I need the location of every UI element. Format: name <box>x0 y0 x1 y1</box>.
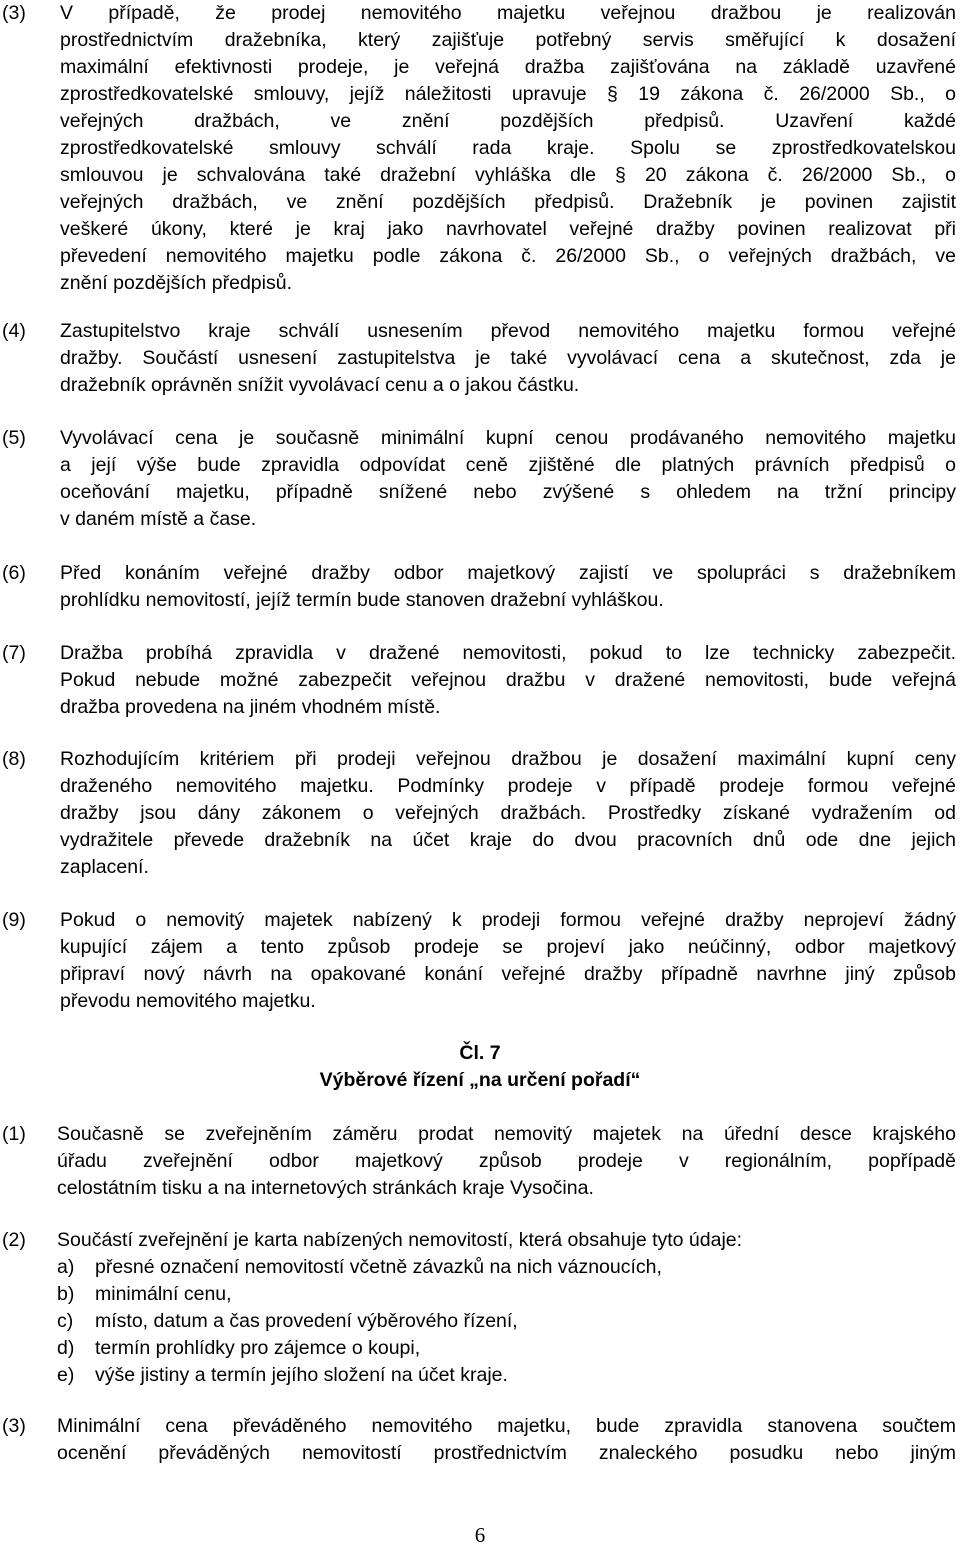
text-line: Zastupitelstvo kraje schválí usnesením převod nemovitého majetku formou veřejné <box>60 320 956 342</box>
text-line: veřejných dražbách, ve znění pozdějších předpisů. Uzavření každé <box>60 110 956 132</box>
text-line: Pokud nebude možné zabezpečit veřejnou dražbu v dražené nemovitosti, bude veřejná <box>60 669 956 691</box>
paragraph-number: (8) <box>2 748 26 770</box>
text-line: v daném místě a čase. <box>60 508 257 530</box>
text-line: Současně se zveřejněním záměru prodat nemovitý majetek na úřední desce krajského <box>57 1123 956 1145</box>
paragraph-text <box>60 425 956 533</box>
paragraph-text <box>60 746 956 881</box>
article-number: Čl. 7 <box>459 1042 501 1064</box>
text-line: zprostředkovatelské smlouvy schválí rada kraje. Spolu se zprostředkovatelskou <box>60 137 956 159</box>
text-line: připraví nový návrh na opakované konání veřejné dražby případně navrhne jiný způsob <box>60 963 956 985</box>
paragraph-number: (3) <box>2 1415 26 1437</box>
list-marker: c) <box>57 1310 74 1332</box>
text-line: zprostředkovatelské smlouvy, jejíž náležitosti upravuje § 19 zákona č. 26/2000 Sb., o <box>60 83 956 105</box>
paragraph-number: (7) <box>2 642 26 664</box>
paragraph-number: (9) <box>2 909 26 931</box>
text-line: ocenění převáděných nemovitostí prostřednictvím znaleckého posudku nebo jiným <box>57 1442 956 1464</box>
list-item-text: přesné označení nemovitostí včetně závazků na nich váznoucích, <box>95 1256 662 1278</box>
paragraph-text <box>60 560 956 614</box>
paragraph-text <box>57 1227 956 1389</box>
text-line: V případě, že prodej nemovitého majetku veřejnou dražbou je realizován <box>60 2 956 24</box>
article7-paragraph-1 <box>0 1121 956 1202</box>
paragraph-number: (5) <box>2 427 26 449</box>
text-line: dražby. Součástí usnesení zastupitelstva je také vyvolávací cena a skutečnost, zda je <box>60 347 956 369</box>
text-line: znění pozdějších předpisů. <box>60 272 292 294</box>
article7-paragraph-3 <box>0 1413 956 1467</box>
paragraph-7 <box>0 640 956 721</box>
text-line: kupující zájem a tento způsob prodeje se projeví jako neúčinný, odbor majetkový <box>60 936 956 958</box>
list-item <box>57 1254 956 1281</box>
paragraph-text <box>57 1413 956 1467</box>
article7-paragraph-2 <box>0 1227 956 1389</box>
text-line: vydražitele převede dražebník na účet kraje do dvou pracovních dnů ode dne jejich <box>60 829 956 851</box>
paragraph-intro: Součástí zveřejnění je karta nabízených nemovitostí, která obsahuje tyto údaje: <box>57 1229 743 1251</box>
list-marker: b) <box>57 1283 75 1305</box>
text-line: celostátním tisku a na internetových stránkách kraje Vysočina. <box>57 1177 594 1199</box>
list-marker: e) <box>57 1364 75 1386</box>
paragraph-number: (4) <box>2 320 26 342</box>
list-marker: a) <box>57 1256 75 1278</box>
text-line: úřadu zveřejnění odbor majetkový způsob prodeje v regionálním, popřípadě <box>57 1150 956 1172</box>
text-line: maximální efektivnosti prodeje, je veřejná dražba zajišťována na základě uzavřené <box>60 56 956 78</box>
text-line: převedení nemovitého majetku podle zákona č. 26/2000 Sb., o veřejných dražbách, ve <box>60 245 956 267</box>
paragraph-text <box>60 907 956 1015</box>
text-line: dražba provedena na jiném vhodném místě. <box>60 696 441 718</box>
text-line: prohlídku nemovitostí, jejíž termín bude stanoven dražební vyhláškou. <box>60 589 664 611</box>
list-item-text: minimální cenu, <box>95 1283 232 1305</box>
text-line: Pokud o nemovitý majetek nabízený k prodeji formou veřejné dražby neprojeví žádný <box>60 909 956 931</box>
text-line: Rozhodujícím kritériem při prodeji veřejnou dražbou je dosažení maximální kupní ceny <box>60 748 956 770</box>
paragraph-number: (2) <box>2 1229 26 1251</box>
paragraph-5 <box>0 425 956 533</box>
list-item <box>57 1362 956 1389</box>
paragraph-8 <box>0 746 956 881</box>
text-line: Dražba probíhá zpravidla v dražené nemovitosti, pokud to lze technicky zabezpečit. <box>60 642 956 664</box>
text-line: dražebník oprávněn snížit vyvolávací cenu a o jakou částku. <box>60 374 580 396</box>
paragraph-6 <box>0 560 956 614</box>
paragraph-3 <box>0 0 956 297</box>
text-line: veřejných dražbách, ve znění pozdějších předpisů. Dražebník je povinen zajistit <box>60 191 956 213</box>
paragraph-number: (6) <box>2 562 26 584</box>
list-marker: d) <box>57 1337 75 1359</box>
paragraph-number: (1) <box>2 1123 26 1145</box>
paragraph-9 <box>0 907 956 1015</box>
list-item <box>57 1308 956 1335</box>
text-line: oceňování majetku, případně snížené nebo zvýšené s ohledem na tržní principy <box>60 481 956 503</box>
page-number: 6 <box>474 1523 486 1547</box>
paragraph-text <box>60 318 956 399</box>
paragraph-text <box>57 1121 956 1202</box>
list-item-text: místo, datum a čas provedení výběrového řízení, <box>95 1310 518 1332</box>
text-line: Minimální cena převáděného nemovitého majetku, bude zpravidla stanovena součtem <box>57 1415 956 1437</box>
list-item-text: výše jistiny a termín jejího složení na účet kraje. <box>95 1364 508 1386</box>
text-line: smlouvou je schvalována také dražební vyhláška dle § 20 zákona č. 26/2000 Sb., o <box>60 164 956 186</box>
text-line: Před konáním veřejné dražby odbor majetkový zajistí ve spolupráci s dražebníkem <box>60 562 956 584</box>
text-line: převodu nemovitého majetku. <box>60 990 316 1012</box>
list-item-text: termín prohlídky pro zájemce o koupi, <box>95 1337 421 1359</box>
text-line: dražby jsou dány zákonem o veřejných dražbách. Prostředky získané vydražením od <box>60 802 956 824</box>
paragraph-4 <box>0 318 956 399</box>
text-line: veškeré úkony, které je kraj jako navrhovatel veřejné dražby povinen realizovat při <box>60 218 956 240</box>
text-line: prostřednictvím dražebníka, který zajišťuje potřebný servis směřující k dosažení <box>60 29 956 51</box>
text-line: a její výše bude zpravidla odpovídat ceně zjištěné dle platných právních předpisů o <box>60 454 956 476</box>
list-item <box>57 1281 956 1308</box>
article-title: Výběrové řízení „na určení pořadí“ <box>319 1069 641 1091</box>
paragraph-text <box>60 640 956 721</box>
list-item <box>57 1335 956 1362</box>
paragraph-number: (3) <box>2 2 26 24</box>
text-line: Vyvolávací cena je současně minimální kupní cenou prodávaného nemovitého majetku <box>60 427 956 449</box>
text-line: draženého nemovitého majetku. Podmínky prodeje v případě prodeje formou veřejné <box>60 775 956 797</box>
text-line: zaplacení. <box>60 856 149 878</box>
paragraph-text <box>60 0 956 297</box>
